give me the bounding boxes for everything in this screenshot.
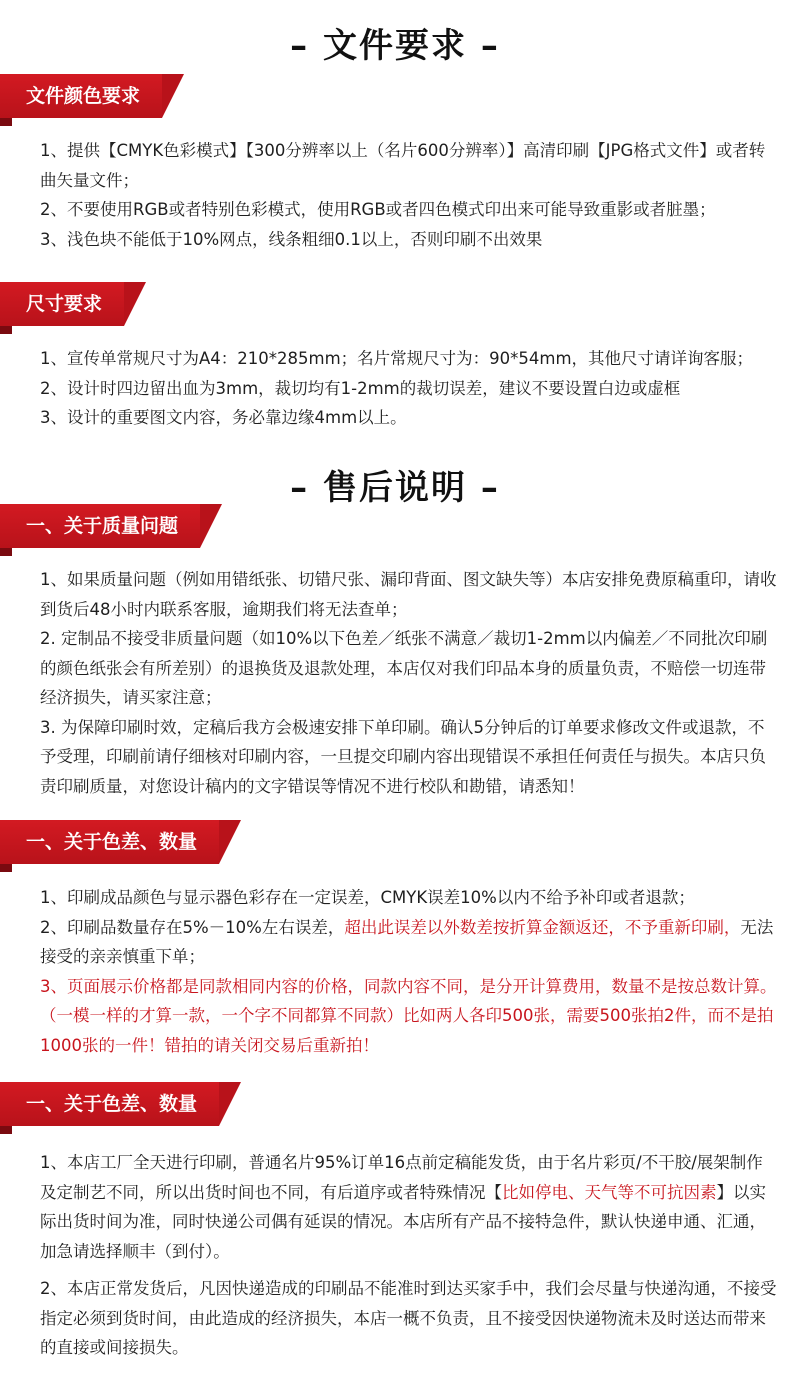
quality-item-1: 1、如果质量问题（例如用错纸张、切错尺张、漏印背面、图文缺失等）本店安排免费原稿重印，请收到货后48小时内联系客服，逾期我们将无法查单； xyxy=(40,570,777,619)
color-item-3: 3、浅色块不能低于10%网点，线条粗细0.1以上，否则印刷不出效果 xyxy=(40,229,543,249)
section-title-color-diff: 一、关于色差、数量 xyxy=(0,820,219,864)
size-item-2: 2、设计时四边留出血为3mm，裁切均有1-2mm的裁切误差，建议不要设置白边或虚框 xyxy=(40,378,681,398)
shipping-item-1 xyxy=(40,1148,778,1266)
shipping-item-1-b: 】以实际出货时间为准，同时快递公司偶有延误的情况。本店所有产品不接特急件，默认快递申通、汇通，加急请选择顺丰（到付）。 xyxy=(40,1182,766,1261)
heading-after-sales: – 售后说明 – xyxy=(290,468,500,508)
shipping-item-1-a: 1、本店工厂全天进行印刷，普通名片95%订单16点前定稿能发货，由于名片彩页/不干胶/展架制作及定制艺不同，所以出货时间也不同，有后道序或者特殊情况【 xyxy=(40,1153,763,1202)
color-diff-item-3: 3、页面展示价格都是同款相同内容的价格，同款内容不同，是分开计算费用，数量不是按总数计算。（一模一样的才算一款，一个字不同都算不同款）比如两人各印500张，需要500张拍2件，而不是拍1000张的一件！错拍的请关闭交易后重新拍！ xyxy=(40,976,777,1055)
size-requirements-text xyxy=(40,344,778,433)
quality-item-3: 3. 为保障印刷时效，定稿后我方会极速安排下单印刷。确认5分钟后的订单要求修改文件或退款，不予受理，印刷前请仔细核对印刷内容，一旦提交印刷内容出现错误不承担任何责任与损失。本店只负责印刷质量，对您设计稿内的文字错误等情况不进行校队和勘错，请悉知！ xyxy=(40,717,766,796)
color-diff-item-1: 1、印刷成品颜色与显示器色彩存在一定误差，CMYK误差10%以内不给予补印或者退款； xyxy=(40,888,695,907)
size-item-3: 3、设计的重要图文内容，务必靠边缘4mm以上。 xyxy=(40,408,407,427)
banner-fold xyxy=(0,118,12,126)
banner-fold xyxy=(0,864,12,872)
color-requirements-text xyxy=(40,136,778,254)
color-item-2: 2、不要使用RGB或者特别色彩模式，使用RGB或者四色模式印出来可能导致重影或者脏墨； xyxy=(40,200,716,219)
section-title-size: 尺寸要求 xyxy=(0,282,124,326)
section-title-quality: 一、关于质量问题 xyxy=(0,504,200,548)
shipping-item-2: 2、本店正常发货后，凡因快递造成的印刷品不能准时到达买家手中，我们会尽量与快递沟通，不接受指定必须到货时间，由此造成的经济损失，本店一概不负责，且不接受因快递物流未及时送达而带来的直接或间接损失。 xyxy=(40,1279,777,1357)
color-diff-item-2-a: 2、印刷品数量存在5%－10%左右误差， xyxy=(40,917,345,937)
section-title-shipping: 一、关于色差、数量 xyxy=(0,1082,219,1126)
banner-fold xyxy=(0,548,12,556)
banner-fold xyxy=(0,326,12,334)
size-item-1: 1、宣传单常规尺寸为A4：210*285mm；名片常规尺寸为：90*54mm，其他尺寸请详询客服； xyxy=(40,349,754,368)
color-diff-item-2-b: 无法接受的亲亲慎重下单； xyxy=(40,917,774,966)
color-diff-item-2-highlight: 超出此误差以外数差按折算金额返还，不予重新印刷， xyxy=(344,917,741,937)
color-diff-text xyxy=(40,883,778,1060)
quality-text xyxy=(40,565,778,801)
section-title-color: 文件颜色要求 xyxy=(0,74,162,118)
color-item-1: 1、提供【CMYK色彩模式】【300分辨率以上（名片600分辨率）】高清印刷【JPG格式文件】或者转曲矢量文件； xyxy=(40,141,766,190)
heading-file-requirements: – 文件要求 – xyxy=(290,26,500,66)
shipping-text xyxy=(40,1148,778,1363)
color-diff-item-2 xyxy=(40,913,778,972)
quality-item-2: 2. 定制品不接受非质量问题（如10%以下色差／纸张不满意／裁切1-2mm以内偏差／不同批次印刷的颜色纸张会有所差别）的退换货及退款处理，本店仅对我们印品本身的质量负责，不赔偿一切连带经济损失，请买家注意； xyxy=(40,629,768,707)
shipping-item-1-highlight: 比如停电、天气等不可抗因素 xyxy=(502,1182,717,1202)
banner-fold xyxy=(0,1126,12,1134)
